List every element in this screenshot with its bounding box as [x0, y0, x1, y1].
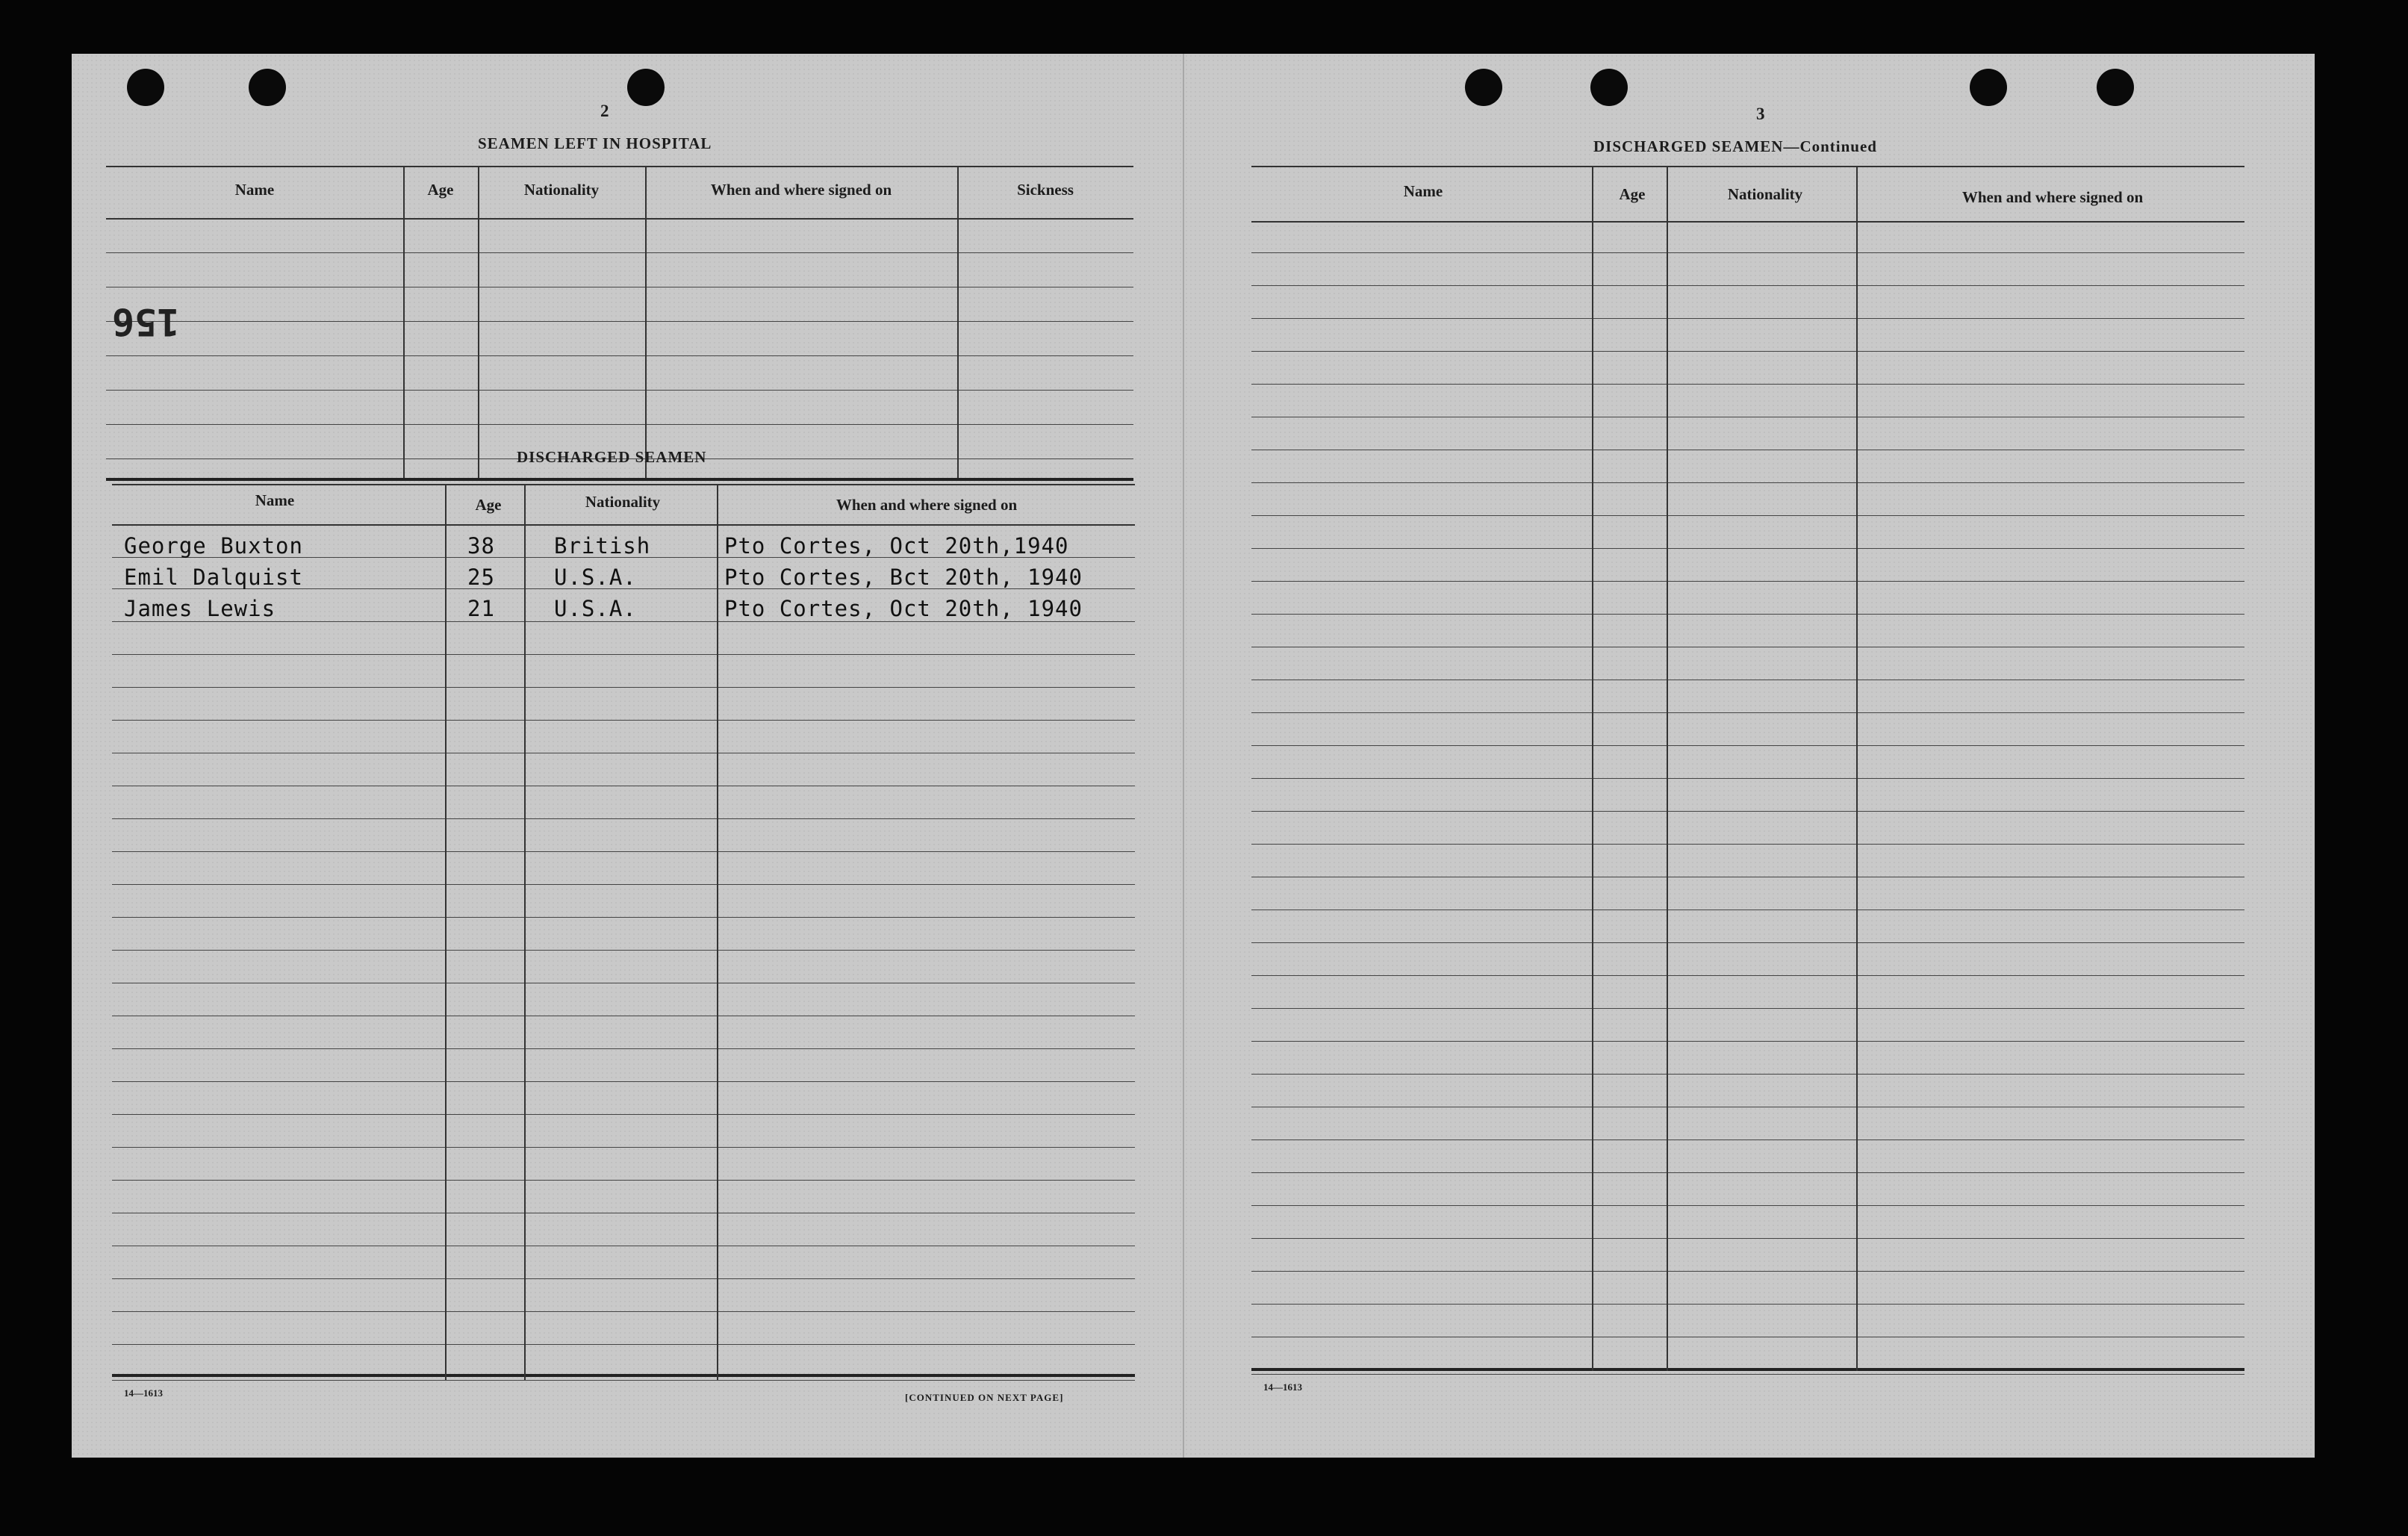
col-header-age: Age: [1619, 185, 1646, 203]
col-header-nationality: Nationality: [585, 493, 661, 511]
col-header-signed-on: When and where signed on: [1961, 188, 2144, 206]
stamp-number: 156: [112, 300, 180, 343]
cell-age: 38: [467, 533, 495, 559]
col-header-age: Age: [427, 181, 454, 199]
right-page: [1183, 54, 2315, 1458]
continued-note: [CONTINUED ON NEXT PAGE]: [905, 1392, 1064, 1403]
discharged-continued-title: DISCHARGED SEAMEN—Continued: [1593, 137, 1877, 155]
punch-hole: [2097, 69, 2134, 106]
cell-signed-on: Pto Cortes, Bct 20th, 1940: [724, 565, 1083, 590]
punch-hole: [1465, 69, 1502, 106]
discharged-section-title: DISCHARGED SEAMEN: [517, 448, 707, 466]
punch-hole: [1970, 69, 2007, 106]
punch-hole: [127, 69, 164, 106]
col-header-name: Name: [1403, 182, 1443, 200]
cell-age: 21: [467, 596, 495, 621]
cell-signed-on: Pto Cortes, Oct 20th, 1940: [724, 596, 1083, 621]
col-header-nationality: Nationality: [1727, 185, 1803, 203]
punch-hole: [627, 69, 665, 106]
col-header-name: Name: [255, 491, 295, 509]
cell-name: George Buxton: [124, 533, 303, 559]
cell-nationality: British: [554, 533, 651, 559]
cell-name: James Lewis: [124, 596, 276, 621]
punch-hole: [249, 69, 286, 106]
page-number: 2: [600, 102, 609, 120]
col-header-signed-on: When and where signed on: [836, 496, 1018, 514]
cell-age: 25: [467, 565, 495, 590]
punch-hole: [1590, 69, 1628, 106]
hospital-section-title: SEAMEN LEFT IN HOSPITAL: [478, 134, 712, 152]
col-header-name: Name: [234, 181, 275, 199]
form-number: 14—1613: [1263, 1381, 1302, 1393]
col-header-age: Age: [475, 496, 502, 514]
page-number: 3: [1756, 105, 1765, 123]
cell-nationality: U.S.A.: [554, 596, 637, 621]
cell-name: Emil Dalquist: [124, 565, 303, 590]
cell-nationality: U.S.A.: [554, 565, 637, 590]
col-header-signed-on: When and where signed on: [710, 181, 892, 199]
cell-signed-on: Pto Cortes, Oct 20th,1940: [724, 533, 1069, 559]
col-header-nationality: Nationality: [523, 181, 600, 199]
col-header-sickness: Sickness: [1017, 181, 1074, 199]
form-number: 14—1613: [124, 1387, 163, 1399]
left-page: [72, 54, 1183, 1458]
